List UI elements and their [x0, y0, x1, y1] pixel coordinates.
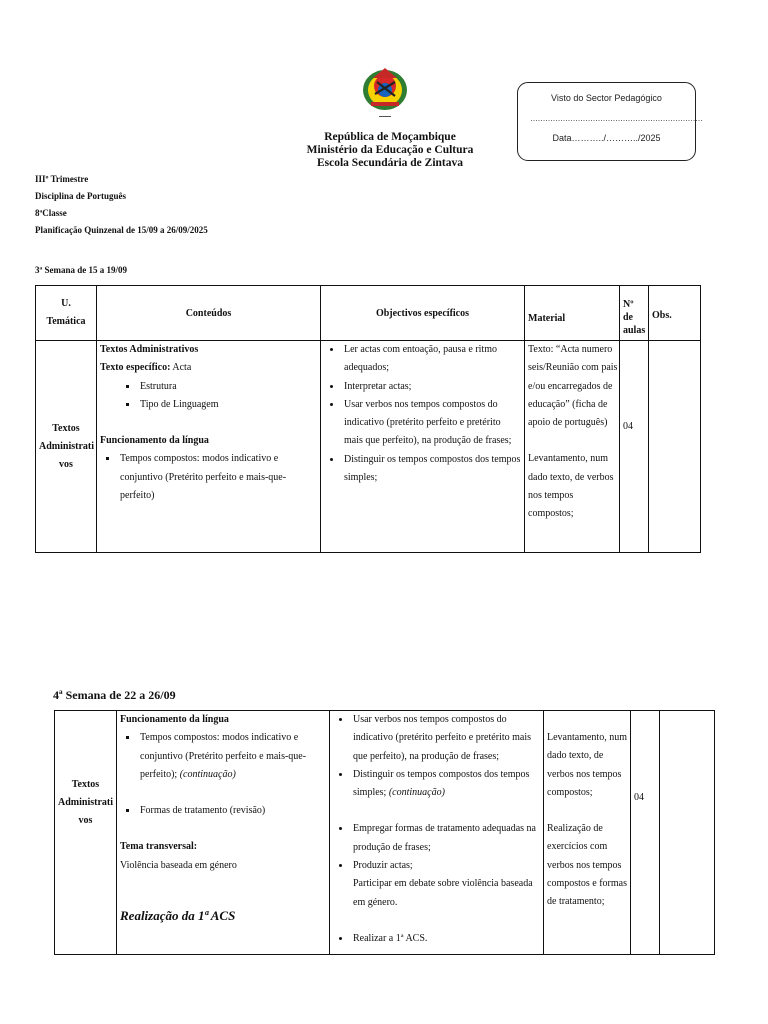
- list-item: [351, 766, 540, 803]
- list-item: • Usar verbos nos tempos compostos do indicativo (pretérito perfeito e pretérito mais que perfeito), na produção de frases;: [351, 711, 540, 766]
- list-item: • Empregar formas de tratamento adequadas na produção de frases;: [351, 820, 540, 857]
- week2-table: [54, 710, 715, 955]
- week1-unidade: [36, 341, 97, 553]
- info-trimestre: IIIº Trimestre: [35, 174, 89, 184]
- acs-title: Realização da 1ª ACS: [120, 908, 236, 924]
- tema-label: Tema transversal:: [120, 841, 198, 853]
- objectivos-list-3: [333, 930, 540, 948]
- info-classe: 8ªClasse: [35, 208, 67, 218]
- week2-title: 4ª Semana de 22 a 26/09: [53, 688, 176, 702]
- visto-signature-line: ……………………………………………………………: [530, 114, 703, 123]
- header-school: Escola Secundária de Zintava: [316, 157, 463, 169]
- week1-table: [35, 285, 701, 553]
- list-item: ▪ Formas de tratamento (revisão): [138, 802, 326, 820]
- list-item: [138, 729, 326, 784]
- week1-conteudos: [97, 341, 321, 553]
- week1-title: 3ª Semana de 15 a 19/09: [35, 265, 127, 275]
- continuacao-note: (continuação): [388, 787, 445, 799]
- funcionamento-list: [100, 450, 317, 505]
- material-item: Levantamento, num dado texto, de verbos nos tempos compostos;: [547, 732, 627, 798]
- header-material: Material: [525, 286, 620, 341]
- conteudos-especifico: [100, 359, 317, 377]
- header-conteudos: Conteúdos: [97, 286, 321, 341]
- list-item: • Usar verbos nos tempos compostos do indicativo (pretérito perfeito e pretérito mais que perfeito), na produção de frases;: [342, 396, 521, 451]
- week2-material: [544, 711, 631, 955]
- list-item: • Ler actas com entoação, pausa e ritmo adequados;: [342, 341, 521, 378]
- week1-obs: [649, 341, 701, 553]
- header-republic: República de Moçambique: [324, 131, 456, 143]
- info-disciplina: Disciplina de Português: [35, 191, 127, 201]
- visto-date: Data………../………../2025: [552, 133, 661, 143]
- emblem-divider: [379, 116, 391, 117]
- header-unidade-1: U.: [61, 298, 71, 309]
- unidade-line: Administrati: [39, 440, 94, 452]
- objectivos-list: [333, 711, 540, 802]
- list-item: • Interpretar actas;: [342, 378, 521, 396]
- week2-objectivos: [330, 711, 544, 955]
- header-unidade-tematica: [36, 286, 97, 341]
- objectivo-text: Participar em debate sobre violência baseada em género.: [353, 878, 533, 908]
- week1-objectivos: [321, 341, 525, 553]
- objectivos-list: [324, 341, 521, 487]
- visto-title: Visto do Sector Pedagógico: [551, 93, 662, 103]
- especifico-value: Acta: [170, 362, 192, 374]
- header-ministry: Ministério da Educação e Cultura: [306, 144, 474, 156]
- week2-obs: [660, 711, 715, 955]
- week2-aulas: 04: [631, 711, 660, 955]
- header-obs: Obs.: [649, 286, 701, 341]
- visto-box: [517, 82, 703, 161]
- header-objectivos: Objectivos específicos: [321, 286, 525, 341]
- conteudos-heading: Textos Administrativos: [100, 344, 199, 355]
- continuacao-note: (continuação): [179, 768, 236, 780]
- funcionamento-heading: Funcionamento da língua: [120, 714, 229, 725]
- unidade-line: Textos: [52, 422, 80, 434]
- tratamento-list: [120, 802, 326, 820]
- week1-material: [525, 341, 620, 553]
- funcionamento-heading: Funcionamento da língua: [100, 435, 209, 447]
- material-item: Realização de exercícios com verbos nos tempos compostos e formas de tratamento;: [547, 823, 627, 908]
- info-planificacao: Planificação Quinzenal de 15/09 a 26/09/2025: [35, 225, 208, 235]
- unidade-line: Administrati: [58, 796, 113, 808]
- especifico-label: Texto específico:: [100, 362, 171, 374]
- list-item: • Distinguir os tempos compostos dos tempos simples;: [342, 451, 521, 488]
- week1-aulas: 04: [620, 341, 649, 553]
- header-unidade-2: Temática: [46, 316, 86, 327]
- material-item: Texto: “Acta numero seis/Reunião com pais e/ou encarregados de educação” (ficha de apoio de português): [528, 344, 618, 429]
- mozambique-emblem-icon: [355, 64, 415, 112]
- unidade-line: vos: [78, 814, 93, 826]
- week2-unidade: [55, 711, 117, 955]
- unidade-line: Textos: [71, 778, 100, 790]
- objectivo-text: • Produzir actas;: [353, 860, 413, 872]
- bullet-text: Tempos compostos: modos indicativo e conjuntivo (Pretérito perfeito e mais-que-perfeito);: [140, 732, 307, 780]
- list-item: ▪ Tipo de Linguagem: [138, 396, 317, 414]
- funcionamento-list: [120, 729, 326, 784]
- week1-header-row: [36, 286, 701, 341]
- header-aulas: Nº de aulas: [620, 286, 649, 341]
- week1-body-row: [36, 341, 701, 553]
- week2-conteudos: [117, 711, 330, 955]
- objectivo-text: Distinguir os tempos compostos dos tempos simples;: [353, 768, 530, 799]
- objectivos-list-2: [333, 820, 540, 911]
- list-item: ▪ Tempos compostos: modos indicativo e conjuntivo (Pretérito perfeito e mais-que-perfeito): [118, 450, 317, 505]
- list-item: [351, 857, 540, 912]
- tema-value: Violência baseada em género: [120, 859, 237, 871]
- list-item: ▪ Estrutura: [138, 378, 317, 396]
- material-item: Levantamento, num dado texto, de verbos nos tempos compostos;: [528, 453, 614, 520]
- conteudos-list: [100, 378, 317, 415]
- week2-body-row: [55, 711, 715, 955]
- unidade-line: vos: [59, 458, 73, 470]
- list-item: • Realizar a 1ª ACS.: [351, 930, 540, 948]
